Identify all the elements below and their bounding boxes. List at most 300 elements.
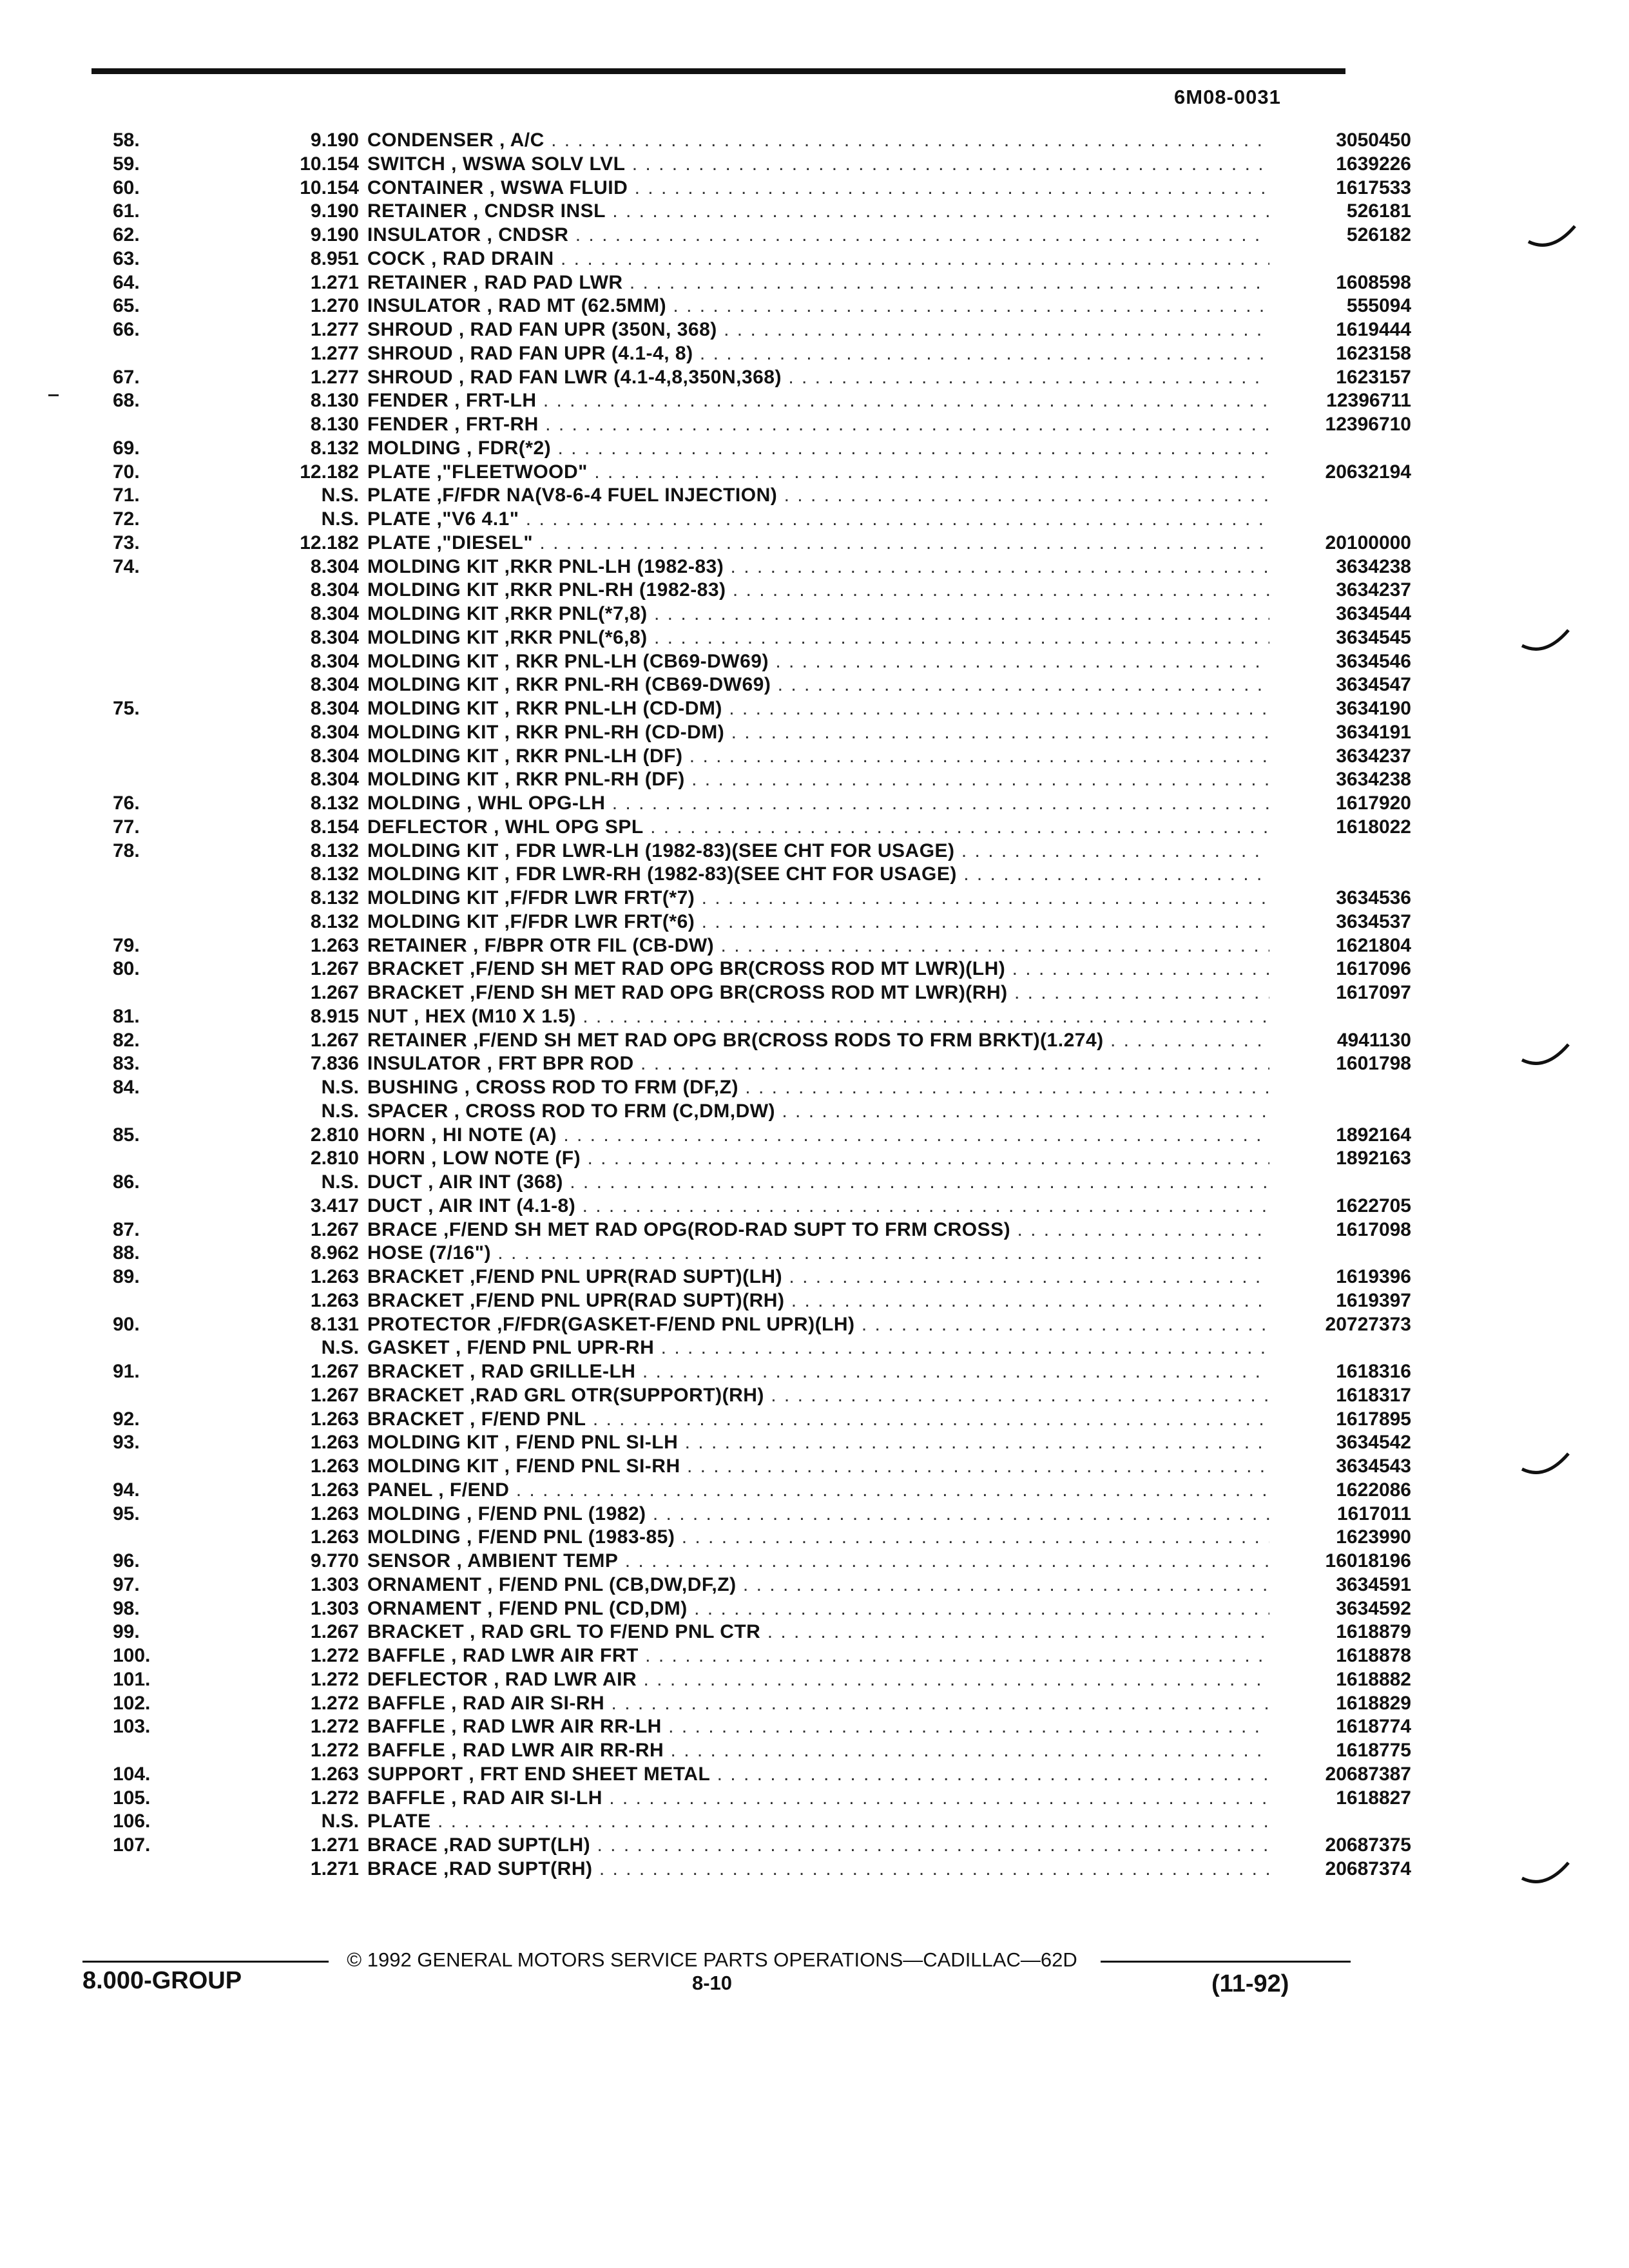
part-description: MOLDING KIT , RKR PNL-RH (DF) . . .: [367, 768, 1269, 792]
parts-row: [64, 129, 1411, 153]
ref-number: 90.: [113, 1313, 140, 1335]
part-number: 1622705: [1336, 1195, 1411, 1216]
part-description: BRACKET ,F/END SH MET RAD OPG BR(CROSS ROD MT LWR)(RH) . . .: [367, 981, 1269, 1005]
parts-row: [64, 934, 1411, 958]
part-number: 16018196: [1325, 1550, 1411, 1571]
ref-number: 76.: [113, 793, 140, 814]
parts-row: [64, 1810, 1353, 1834]
parts-row: [64, 1573, 1411, 1597]
parts-row: [64, 1265, 1411, 1289]
ref-number: 72.: [113, 508, 140, 530]
ref-number: 89.: [113, 1266, 140, 1287]
parts-row: [64, 437, 1353, 461]
group-number: 8.304: [310, 555, 359, 577]
part-description: HOSE (7/16") . . .: [367, 1242, 1269, 1265]
footer-copyright: © 1992 GENERAL MOTORS SERVICE PARTS OPERATIONS—CADILLAC—62D: [347, 1948, 1077, 1971]
parts-row: [64, 532, 1411, 555]
ref-number: 78.: [113, 840, 140, 861]
part-description: SHROUD , RAD FAN UPR (4.1-4, 8) . . .: [367, 342, 1269, 366]
part-number: 3634237: [1336, 745, 1411, 767]
parts-row: [64, 1739, 1411, 1763]
part-number: 20687374: [1325, 1858, 1411, 1879]
group-number: 2.810: [310, 1148, 359, 1169]
part-description: RETAINER , CNDSR INSL . . .: [367, 200, 1269, 224]
part-description: MOLDING KIT ,F/FDR LWR FRT(*6) . . .: [367, 910, 1269, 934]
part-number: 3634190: [1336, 698, 1411, 719]
part-description: PLATE ,"V6 4.1" . . .: [367, 508, 1269, 532]
parts-row: [64, 1455, 1411, 1479]
part-description: PLATE . . .: [367, 1810, 1269, 1834]
ref-number: 69.: [113, 437, 140, 459]
part-number: 3634592: [1336, 1597, 1411, 1619]
group-number: 1.303: [310, 1597, 359, 1619]
parts-row: [64, 389, 1411, 413]
part-description: RETAINER , F/BPR OTR FIL (CB-DW) . . .: [367, 934, 1269, 958]
group-number: 9.190: [310, 224, 359, 245]
margin-mark: [48, 394, 59, 396]
group-number: 8.132: [310, 910, 359, 932]
ref-number: 107.: [113, 1834, 151, 1856]
ref-number: 71.: [113, 485, 140, 506]
parts-row: [64, 1029, 1411, 1053]
ref-number: 73.: [113, 532, 140, 553]
page-number: 8-10: [691, 1972, 733, 1994]
part-description: BRACKET , F/END PNL . . .: [367, 1408, 1269, 1432]
part-number: 526182: [1346, 224, 1411, 245]
part-description: RETAINER , RAD PAD LWR . . .: [367, 271, 1269, 295]
group-number: 8.132: [310, 863, 359, 885]
part-number: 1621804: [1336, 934, 1411, 956]
part-description: MOLDING KIT , F/END PNL SI-LH . . .: [367, 1431, 1269, 1455]
part-description: BAFFLE , RAD AIR SI-RH . . .: [367, 1692, 1269, 1716]
parts-row: [64, 1360, 1411, 1384]
footer-rule-left: [82, 1961, 329, 1963]
part-description: PLATE ,"DIESEL" . . .: [367, 532, 1269, 555]
part-description: GASKET , F/END PNL UPR-RH . . .: [367, 1336, 1269, 1360]
part-number: 1617096: [1336, 958, 1411, 980]
part-description: MOLDING KIT ,RKR PNL-LH (1982-83) . . .: [367, 555, 1269, 579]
group-number: 8.304: [310, 674, 359, 696]
parts-row: [64, 461, 1411, 485]
parts-row: [64, 768, 1411, 792]
ref-number: 80.: [113, 958, 140, 980]
part-description: BRACKET ,F/END PNL UPR(RAD SUPT)(RH) . . .: [367, 1289, 1269, 1313]
part-number: 1622086: [1336, 1479, 1411, 1501]
part-number: 1617097: [1336, 982, 1411, 1003]
part-number: 3634542: [1336, 1432, 1411, 1454]
part-number: 1618879: [1336, 1621, 1411, 1643]
parts-row: [64, 224, 1411, 247]
group-number: 1.272: [310, 1692, 359, 1714]
group-number: 8.304: [310, 745, 359, 767]
group-number: 1.272: [310, 1645, 359, 1666]
part-description: SENSOR , AMBIENT TEMP . . .: [367, 1550, 1269, 1573]
group-number: 8.132: [310, 840, 359, 861]
ref-number: 59.: [113, 153, 140, 175]
ref-number: 101.: [113, 1668, 151, 1690]
group-number: 2.810: [310, 1124, 359, 1146]
parts-row: [64, 626, 1411, 650]
part-number: 3634536: [1336, 887, 1411, 908]
part-number: 1639226: [1336, 153, 1411, 175]
parts-row: [64, 484, 1353, 508]
group-number: 1.271: [310, 271, 359, 293]
part-number: 3634547: [1336, 674, 1411, 696]
part-number: 3634191: [1336, 721, 1411, 743]
part-number: 20632194: [1325, 461, 1411, 483]
parts-row: [64, 1195, 1411, 1218]
group-number: 1.263: [310, 1432, 359, 1454]
ref-number: 74.: [113, 555, 140, 577]
part-description: BRACE ,RAD SUPT(RH) . . .: [367, 1858, 1269, 1881]
ref-number: 62.: [113, 224, 140, 245]
part-description: BRACE ,RAD SUPT(LH) . . .: [367, 1834, 1269, 1858]
group-number: 8.130: [310, 390, 359, 412]
part-description: CONTAINER , WSWA FLUID . . .: [367, 177, 1269, 200]
part-number: 1619396: [1336, 1266, 1411, 1287]
parts-row: [64, 1620, 1411, 1644]
part-number: 1892164: [1336, 1124, 1411, 1146]
group-number: 1.303: [310, 1573, 359, 1595]
footer-rule-right: [1101, 1961, 1351, 1963]
parts-row: [64, 745, 1411, 769]
ref-number: 99.: [113, 1621, 140, 1643]
part-description: FENDER , FRT-RH . . .: [367, 413, 1269, 437]
part-description: MOLDING KIT , RKR PNL-LH (CD-DM) . . .: [367, 697, 1269, 721]
part-number: 4941130: [1336, 1029, 1411, 1051]
parts-row: [64, 602, 1411, 626]
parts-row: [64, 816, 1411, 840]
part-number: 1601798: [1336, 1053, 1411, 1075]
parts-row: [64, 413, 1411, 437]
group-number: 7.836: [310, 1053, 359, 1075]
parts-row: [64, 1100, 1353, 1124]
parts-row: [64, 1503, 1411, 1526]
group-number: 1.277: [310, 366, 359, 388]
part-description: PLATE ,"FLEETWOOD" . . .: [367, 461, 1269, 485]
part-description: MOLDING , FDR(*2) . . .: [367, 437, 1269, 461]
part-description: BUSHING , CROSS ROD TO FRM (DF,Z) . . .: [367, 1076, 1269, 1100]
parts-row: [64, 555, 1411, 579]
group-number: 1.263: [310, 1266, 359, 1287]
parts-row: [64, 153, 1411, 177]
ref-number: 58.: [113, 130, 140, 151]
parts-row: [64, 200, 1411, 224]
part-number: 3634237: [1336, 579, 1411, 601]
part-description: MOLDING , F/END PNL (1983-85) . . .: [367, 1526, 1269, 1550]
ref-number: 79.: [113, 934, 140, 956]
part-number: 3634545: [1336, 626, 1411, 648]
group-number: 8.304: [310, 626, 359, 648]
part-description: BRACKET , RAD GRL TO F/END PNL CTR . . .: [367, 1620, 1269, 1644]
part-description: MOLDING KIT ,RKR PNL(*7,8) . . .: [367, 602, 1269, 626]
group-number: 12.182: [300, 461, 359, 483]
part-description: PLATE ,F/FDR NA(V8-6-4 FUEL INJECTION) . . .: [367, 484, 1269, 508]
part-description: HORN , LOW NOTE (F) . . .: [367, 1147, 1269, 1171]
group-number: 1.271: [310, 1834, 359, 1856]
parts-row: [64, 1668, 1411, 1692]
group-number: 1.263: [310, 1456, 359, 1477]
ref-number: 77.: [113, 816, 140, 838]
part-description: SUPPORT , FRT END SHEET METAL . . .: [367, 1763, 1269, 1787]
part-number: 1619397: [1336, 1289, 1411, 1311]
ref-number: 85.: [113, 1124, 140, 1146]
group-number: 1.267: [310, 1384, 359, 1406]
part-description: MOLDING KIT , FDR LWR-RH (1982-83)(SEE CHT FOR USAGE) . . .: [367, 863, 1269, 887]
parts-row: [64, 1336, 1353, 1360]
parts-row: [64, 1408, 1411, 1432]
ref-number: 67.: [113, 366, 140, 388]
group-number: N.S.: [321, 508, 359, 530]
part-description: MOLDING KIT , F/END PNL SI-RH . . .: [367, 1455, 1269, 1479]
check-mark-icon: [1519, 626, 1571, 658]
group-number: 8.132: [310, 793, 359, 814]
check-mark-icon: [1526, 222, 1577, 255]
ref-number: 75.: [113, 698, 140, 719]
part-number: 1618316: [1336, 1361, 1411, 1382]
group-number: 1.263: [310, 1408, 359, 1430]
group-number: 10.154: [300, 153, 359, 175]
part-description: MOLDING , WHL OPG-LH . . .: [367, 792, 1269, 816]
part-description: ORNAMENT , F/END PNL (CD,DM) . . .: [367, 1597, 1269, 1621]
part-description: BRACKET ,F/END PNL UPR(RAD SUPT)(LH) . . .: [367, 1265, 1269, 1289]
part-description: BAFFLE , RAD LWR AIR RR-RH . . .: [367, 1739, 1269, 1763]
parts-row: [64, 650, 1411, 674]
part-number: 1608598: [1336, 271, 1411, 293]
group-number: 1.270: [310, 295, 359, 317]
parts-row: [64, 910, 1411, 934]
ref-number: 104.: [113, 1763, 151, 1785]
part-description: BAFFLE , RAD AIR SI-LH . . .: [367, 1787, 1269, 1811]
part-number: 526181: [1346, 200, 1411, 222]
part-description: PANEL , F/END . . .: [367, 1479, 1269, 1503]
part-description: MOLDING , F/END PNL (1982) . . .: [367, 1503, 1269, 1526]
part-number: 1619444: [1336, 319, 1411, 340]
group-number: 8.154: [310, 816, 359, 838]
part-description: BRACKET ,F/END SH MET RAD OPG BR(CROSS ROD MT LWR)(LH) . . .: [367, 957, 1269, 981]
part-number: 1618882: [1336, 1668, 1411, 1690]
group-number: 8.132: [310, 437, 359, 459]
part-number: 1623158: [1336, 342, 1411, 364]
part-description: MOLDING KIT , RKR PNL-RH (CD-DM) . . .: [367, 721, 1269, 745]
part-number: 20727373: [1325, 1313, 1411, 1335]
parts-row: [64, 887, 1411, 910]
top-rule: [92, 68, 1345, 74]
group-number: 9.770: [310, 1550, 359, 1571]
ref-number: 91.: [113, 1361, 140, 1382]
ref-number: 103.: [113, 1716, 151, 1738]
ref-number: 84.: [113, 1077, 140, 1098]
part-description: MOLDING KIT , RKR PNL-LH (DF) . . .: [367, 745, 1269, 769]
group-number: 1.272: [310, 1716, 359, 1738]
part-description: DEFLECTOR , WHL OPG SPL . . .: [367, 816, 1269, 840]
part-number: 20687375: [1325, 1834, 1411, 1856]
parts-row: [64, 271, 1411, 295]
part-description: HORN , HI NOTE (A) . . .: [367, 1124, 1269, 1148]
group-number: 1.271: [310, 1858, 359, 1879]
parts-row: [64, 1171, 1353, 1195]
part-description: FENDER , FRT-LH . . .: [367, 389, 1269, 413]
ref-number: 105.: [113, 1787, 151, 1809]
part-description: INSULATOR , RAD MT (62.5MM) . . .: [367, 294, 1269, 318]
part-description: RETAINER ,F/END SH MET RAD OPG BR(CROSS RODS TO FRM BRKT)(1.274) . . .: [367, 1029, 1269, 1053]
part-number: 1892163: [1336, 1148, 1411, 1169]
part-description: SHROUD , RAD FAN LWR (4.1-4,8,350N,368) . . .: [367, 366, 1269, 390]
group-number: N.S.: [321, 1337, 359, 1359]
part-number: 12396711: [1326, 390, 1411, 412]
check-mark-icon: [1519, 1859, 1571, 1891]
ref-number: 95.: [113, 1503, 140, 1524]
parts-row: [64, 1076, 1353, 1100]
group-number: N.S.: [321, 1171, 359, 1193]
part-number: 1618827: [1336, 1787, 1411, 1809]
part-description: BAFFLE , RAD LWR AIR RR-LH . . .: [367, 1715, 1269, 1739]
parts-row: [64, 177, 1411, 200]
parts-row: [64, 579, 1411, 602]
part-number: 1618829: [1336, 1692, 1411, 1714]
date-code: (11-92): [1211, 1970, 1289, 1997]
part-number: 3634544: [1336, 603, 1411, 624]
ref-number: 94.: [113, 1479, 140, 1501]
group-number: 1.263: [310, 1763, 359, 1785]
part-number: 1617533: [1336, 177, 1411, 198]
group-number: 8.304: [310, 650, 359, 672]
ref-number: 83.: [113, 1053, 140, 1075]
group-number: 8.131: [310, 1313, 359, 1335]
group-number: N.S.: [321, 1077, 359, 1098]
parts-row: [64, 840, 1353, 863]
part-number: 1617895: [1336, 1408, 1411, 1430]
parts-row: [64, 247, 1353, 271]
parts-row: [64, 1644, 1411, 1668]
check-mark-icon: [1519, 1041, 1571, 1073]
parts-row: [64, 1005, 1353, 1029]
ref-number: 64.: [113, 271, 140, 293]
ref-number: 97.: [113, 1573, 140, 1595]
parts-row: [64, 1715, 1411, 1739]
part-description: SWITCH , WSWA SOLV LVL . . .: [367, 153, 1269, 177]
ref-number: 106.: [113, 1811, 151, 1832]
part-description: MOLDING KIT , RKR PNL-LH (CB69-DW69) . . .: [367, 650, 1269, 674]
part-number: 1623990: [1336, 1526, 1411, 1548]
ref-number: 100.: [113, 1645, 151, 1666]
part-description: INSULATOR , FRT BPR ROD . . .: [367, 1052, 1269, 1076]
group-number: 1.267: [310, 1218, 359, 1240]
part-number: 3634591: [1336, 1573, 1411, 1595]
part-description: BRACKET ,RAD GRL OTR(SUPPORT)(RH) . . .: [367, 1384, 1269, 1408]
part-description: DEFLECTOR , RAD LWR AIR . . .: [367, 1668, 1269, 1692]
part-number: 3050450: [1336, 130, 1411, 151]
part-number: 1617920: [1336, 793, 1411, 814]
part-number: 20100000: [1325, 532, 1411, 553]
group-number: 8.130: [310, 414, 359, 435]
part-description: SPACER , CROSS ROD TO FRM (C,DM,DW) . . .: [367, 1100, 1269, 1124]
part-number: 20687387: [1325, 1763, 1411, 1785]
parts-row: [64, 957, 1411, 981]
part-description: COCK , RAD DRAIN . . .: [367, 247, 1269, 271]
ref-number: 87.: [113, 1218, 140, 1240]
group-number: 8.304: [310, 721, 359, 743]
parts-row: [64, 1289, 1411, 1313]
ref-number: 66.: [113, 319, 140, 340]
part-number: 555094: [1346, 295, 1411, 317]
group-number: 1.272: [310, 1787, 359, 1809]
group-number: N.S.: [321, 1811, 359, 1832]
group-number: 1.263: [310, 934, 359, 956]
part-number: 12396710: [1325, 414, 1411, 435]
parts-row: [64, 1052, 1411, 1076]
part-number: 1618775: [1336, 1740, 1411, 1761]
ref-number: 60.: [113, 177, 140, 198]
ref-number: 65.: [113, 295, 140, 317]
group-number: 1.272: [310, 1668, 359, 1690]
group-label: 8.000-GROUP: [82, 1967, 242, 1994]
ref-number: 82.: [113, 1029, 140, 1051]
group-number: 1.267: [310, 982, 359, 1003]
ref-number: 93.: [113, 1432, 140, 1454]
part-description: SHROUD , RAD FAN UPR (350N, 368) . . .: [367, 318, 1269, 342]
group-number: 8.304: [310, 769, 359, 791]
ref-number: 70.: [113, 461, 140, 483]
parts-list: [64, 129, 1411, 1881]
part-description: BAFFLE , RAD LWR AIR FRT . . .: [367, 1644, 1269, 1668]
group-number: 8.962: [310, 1242, 359, 1264]
part-number: 1623157: [1336, 366, 1411, 388]
part-number: 3634543: [1336, 1456, 1411, 1477]
group-number: 8.132: [310, 887, 359, 908]
part-description: BRACKET , RAD GRILLE-LH . . .: [367, 1360, 1269, 1384]
parts-row: [64, 1787, 1411, 1811]
parts-row: [64, 1834, 1411, 1858]
parts-row: [64, 673, 1411, 697]
ref-number: 96.: [113, 1550, 140, 1571]
part-description: BRACE ,F/END SH MET RAD OPG(ROD-RAD SUPT TO FRM CROSS) . . .: [367, 1218, 1269, 1242]
group-number: 8.304: [310, 579, 359, 601]
group-number: 1.277: [310, 319, 359, 340]
parts-row: [64, 1147, 1411, 1171]
ref-number: 68.: [113, 390, 140, 412]
group-number: 1.263: [310, 1289, 359, 1311]
part-number: 1618774: [1336, 1716, 1411, 1738]
part-number: 1617098: [1336, 1218, 1411, 1240]
part-number: 1618878: [1336, 1645, 1411, 1666]
part-description: INSULATOR , CNDSR . . .: [367, 224, 1269, 247]
document-id: 6M08-0031: [1174, 86, 1281, 108]
part-number: 1618022: [1336, 816, 1411, 838]
parts-row: [64, 366, 1411, 390]
part-description: DUCT , AIR INT (368) . . .: [367, 1171, 1269, 1195]
part-description: MOLDING KIT ,RKR PNL-RH (1982-83) . . .: [367, 579, 1269, 602]
part-description: MOLDING KIT ,F/FDR LWR FRT(*7) . . .: [367, 887, 1269, 910]
group-number: 1.263: [310, 1526, 359, 1548]
parts-row: [64, 294, 1411, 318]
group-number: 1.267: [310, 1621, 359, 1643]
group-number: 10.154: [300, 177, 359, 198]
part-number: 3634238: [1336, 555, 1411, 577]
group-number: 8.304: [310, 698, 359, 719]
part-number: 3634546: [1336, 650, 1411, 672]
parts-row: [64, 1431, 1411, 1455]
ref-number: 92.: [113, 1408, 140, 1430]
part-description: DUCT , AIR INT (4.1-8) . . .: [367, 1195, 1269, 1218]
group-number: 1.277: [310, 342, 359, 364]
group-number: 1.267: [310, 1029, 359, 1051]
parts-row: [64, 1858, 1411, 1881]
parts-row: [64, 508, 1353, 532]
parts-row: [64, 1124, 1411, 1148]
parts-row: [64, 981, 1411, 1005]
part-number: 3634238: [1336, 769, 1411, 791]
